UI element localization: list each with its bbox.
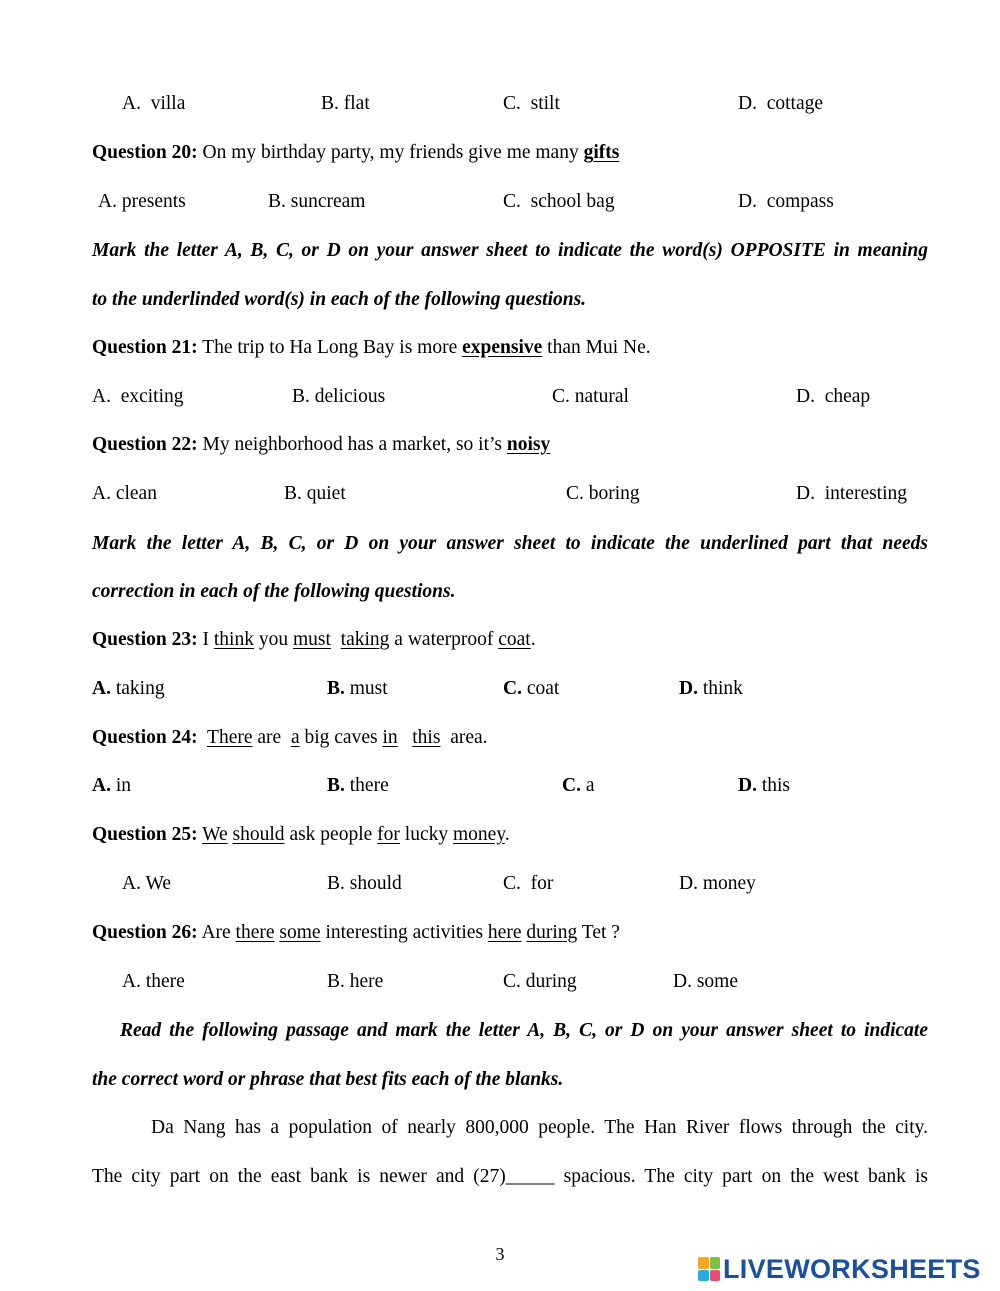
q24-option-b[interactable]: B. there (327, 775, 389, 796)
q24-option-a[interactable]: A. in (92, 775, 132, 796)
q25-text: lucky (399, 824, 453, 845)
q22-option-a[interactable]: A. clean (92, 483, 157, 504)
q26-option-c[interactable]: C. during (503, 971, 577, 992)
q25-underlined-money: money (453, 824, 505, 845)
q19-option-a[interactable]: A. villa (122, 93, 186, 114)
q25-underlined-for: for (377, 824, 400, 845)
q25-text: . (504, 824, 510, 845)
q24-underlined-a: a (290, 727, 300, 748)
q23-underlined-must: must (292, 629, 331, 650)
q24-option-d[interactable]: D. this (738, 775, 791, 796)
q21-target-word: expensive (462, 337, 543, 358)
q22-option-d[interactable]: D. interesting (796, 483, 908, 504)
q23-text: a waterproof (389, 629, 499, 650)
instruction-correction-line-1: Mark the letter A, B, C, or D on your answer sheet to indicate the underlined part that needs (92, 533, 928, 554)
instruction-passage-line-2: the correct word or phrase that best fits each of the blanks. (92, 1069, 564, 1090)
q22-target-word: noisy (506, 434, 551, 455)
q25-text: ask people (284, 824, 378, 845)
q19-options (0, 89, 1000, 119)
q23-underlined-taking: taking (340, 629, 390, 650)
q20-option-b[interactable]: B. suncream (268, 191, 366, 212)
q23-label: Question 23: (92, 629, 198, 650)
q23-option-d[interactable]: D. think (679, 678, 743, 699)
q23-option-a[interactable]: A. taking (92, 678, 165, 699)
page-number: 3 (495, 1244, 505, 1264)
q25-option-c[interactable]: C. for (503, 873, 554, 894)
q26-option-b[interactable]: B. here (327, 971, 384, 992)
q20-options (0, 187, 1000, 217)
q26-option-d[interactable]: D. some (673, 971, 738, 992)
q20-option-d[interactable]: D. compass (738, 191, 834, 212)
q24-option-c[interactable]: C. a (562, 775, 595, 796)
q22-options (0, 479, 1000, 509)
q26-label: Question 26: (92, 922, 198, 943)
q24-underlined-there: There (207, 727, 253, 748)
q25-underlined-should: should (232, 824, 285, 845)
q20-label: Question 20: (92, 142, 198, 163)
q23-text (331, 629, 341, 650)
q26-underlined-during: during (526, 922, 578, 943)
instruction-correction-line-2: correction in each of the following questions. (92, 581, 456, 602)
q26-text: Are (197, 922, 236, 943)
instruction-passage-line-1: Read the following passage and mark the letter A, B, C, or D on your answer sheet to indicate (120, 1020, 928, 1041)
q26-underlined-there: there (235, 922, 275, 943)
q22-option-b[interactable]: B. quiet (284, 483, 346, 504)
q24-text (198, 727, 207, 748)
q21-option-b[interactable]: B. delicious (292, 386, 386, 407)
q25-underlined-we: We (202, 824, 228, 845)
q20-target-word: gifts (583, 142, 620, 163)
q22-text-before: My neighborhood has a market, so it’s (197, 434, 507, 455)
q26-options (0, 967, 1000, 997)
passage-line-2: The city part on the east bank is newer and (27)_____ spacious. The city part on the west bank is (92, 1166, 928, 1187)
q21-options (0, 382, 1000, 412)
q24-underlined-in: in (382, 727, 398, 748)
q24-text: big caves (299, 727, 383, 748)
q26-option-a[interactable]: A. there (122, 971, 185, 992)
brand-name: LIVEWORKSHEETS (723, 1253, 981, 1284)
q26-stem (0, 918, 1000, 948)
q22-option-c[interactable]: C. boring (566, 483, 640, 504)
q23-underlined-think: think (213, 629, 254, 650)
q23-options (0, 674, 1000, 704)
q25-options (0, 869, 1000, 899)
passage-line-1: Da Nang has a population of nearly 800,000 people. The Han River flows through the city. (151, 1117, 928, 1138)
q24-underlined-this: this (412, 727, 441, 748)
q20-text: On my birthday party, my friends give me many (197, 142, 584, 163)
q25-option-d[interactable]: D. money (679, 873, 756, 894)
q26-underlined-some: some (279, 922, 321, 943)
q26-text: interesting activities (320, 922, 488, 943)
q25-label: Question 25: (92, 824, 198, 845)
q23-text: . (530, 629, 536, 650)
q19-option-b[interactable]: B. flat (321, 93, 370, 114)
q24-text: are (252, 727, 291, 748)
instruction-opposite-line-1: Mark the letter A, B, C, or D on your answer sheet to indicate the word(s) OPPOSITE in meaning (92, 240, 928, 261)
instruction-opposite-line-2: to the underlinded word(s) in each of the following questions. (92, 289, 587, 310)
q21-option-c[interactable]: C. natural (552, 386, 629, 407)
q25-option-b[interactable]: B. should (327, 873, 402, 894)
q20-option-a[interactable]: A. presents (98, 191, 186, 212)
q25-option-a[interactable]: A. We (122, 873, 171, 894)
q24-stem (0, 723, 1000, 753)
q22-stem (0, 430, 1000, 460)
q23-option-b[interactable]: B. must (327, 678, 388, 699)
q24-label: Question 24: (92, 727, 198, 748)
q24-text (398, 727, 413, 748)
liveworksheets-logo[interactable] (698, 1254, 981, 1284)
q20-option-c[interactable]: C. school bag (503, 191, 615, 212)
q22-label: Question 22: (92, 434, 198, 455)
q21-label: Question 21: (92, 337, 198, 358)
q23-stem (0, 625, 1000, 655)
q26-underlined-here: here (487, 922, 522, 943)
q19-option-d[interactable]: D. cottage (738, 93, 824, 114)
q24-text: area. (440, 727, 488, 748)
q21-text-after: than Mui Ne. (542, 337, 651, 358)
q19-option-c[interactable]: C. stilt (503, 93, 560, 114)
q23-underlined-coat: coat (498, 629, 531, 650)
q23-text: you (253, 629, 293, 650)
q21-option-a[interactable]: A. exciting (92, 386, 184, 407)
q24-options (0, 771, 1000, 801)
q25-stem (0, 820, 1000, 850)
q23-option-c[interactable]: C. coat (503, 678, 560, 699)
q21-stem (0, 333, 1000, 363)
q21-text-before: The trip to Ha Long Bay is more (197, 337, 463, 358)
q26-text: Tet ? (577, 922, 620, 943)
liveworksheets-icon (698, 1257, 720, 1281)
q21-option-d[interactable]: D. cheap (796, 386, 871, 407)
q23-text: I (197, 629, 214, 650)
q20-stem (0, 138, 1000, 168)
